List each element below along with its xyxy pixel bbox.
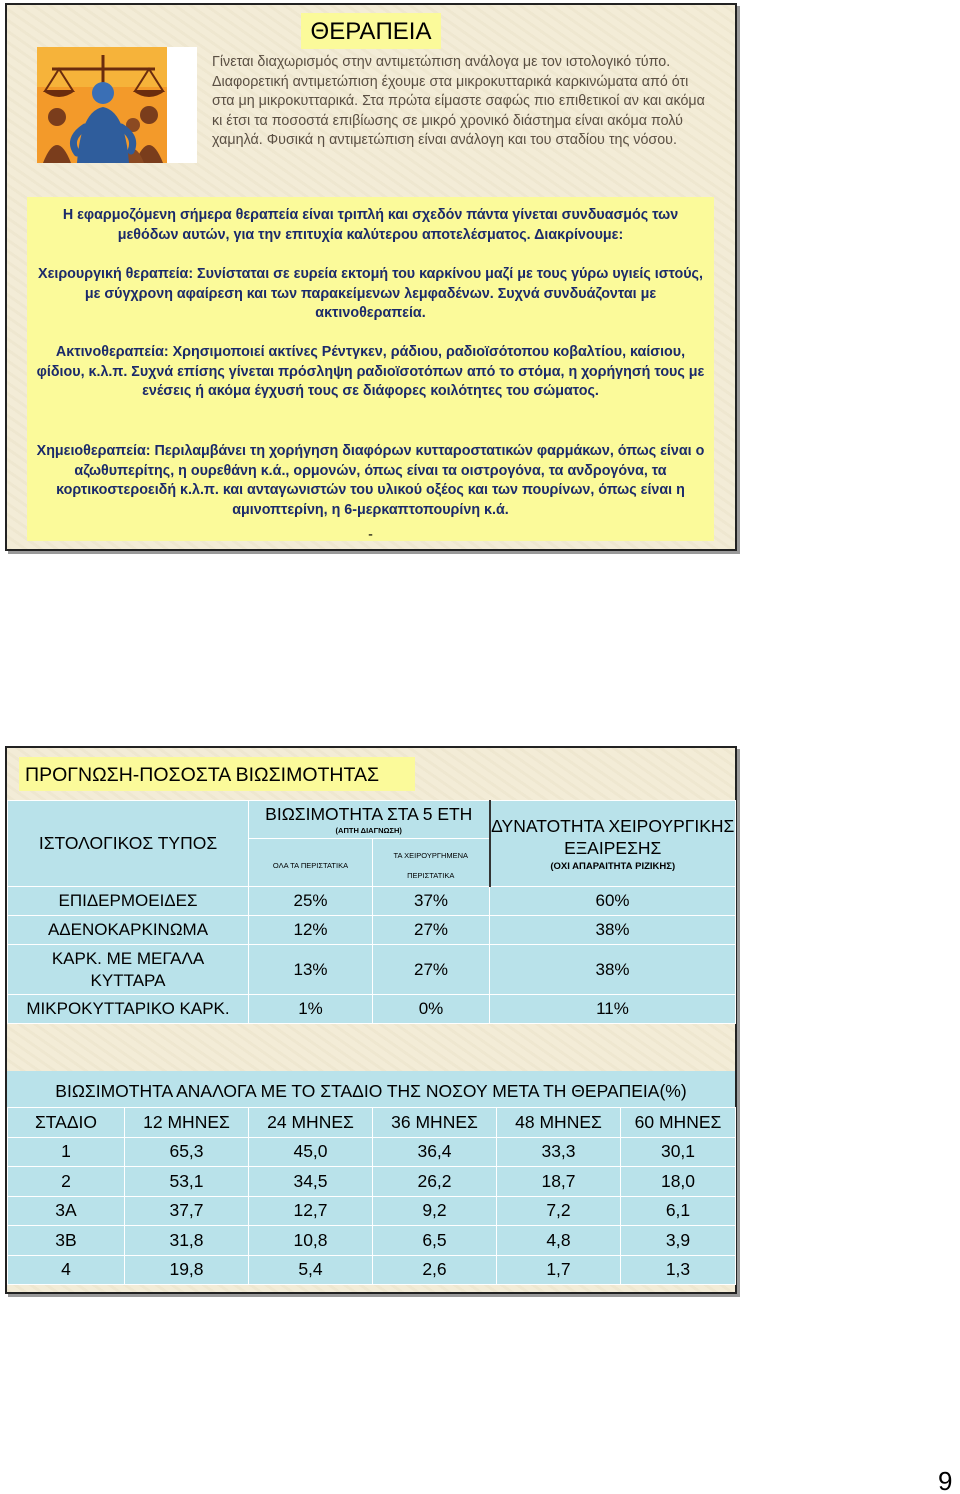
row-operated: 0%: [373, 995, 490, 1024]
row-operated: 37%: [373, 887, 490, 916]
cell: 9,2: [373, 1196, 497, 1226]
cell: 45,0: [249, 1137, 373, 1167]
table-row: [8, 1196, 736, 1226]
slide-prognosis: [5, 746, 737, 1294]
intro-paragraph: Γίνεται διαχωρισμός στην αντιμετώπιση ανάλογα με τον ιστολογικό τύπο. Διαφορετική αντιμετώπιση έχουμε στα μικροκυτταρικά καρκινώματα από ότι στα μη μικροκυτταρικά. Στα πρώτα είμαστε σαφώς πιο επιθετικοί αν και ακόμα κι έτσι τα ποσοστά επιβίωσης σε μικρό χρονικό διάστημα είναι ακόμα πολύ χαμηλά. Φυσικά η αντιμετώπιση είναι ανάλογη και του σταδίου της νόσου.: [212, 54, 705, 149]
row-type: ΕΠΙΔΕΡΜΟΕΙΔΕΣ: [8, 887, 249, 916]
header-stage: ΣΤΑΔΙΟ: [8, 1108, 125, 1138]
cell: 2: [8, 1167, 125, 1197]
stage-survival-caption-box: [7, 1071, 735, 1107]
cell: 5,4: [249, 1255, 373, 1285]
cell: 6,1: [621, 1196, 736, 1226]
row-type: ΑΔΕΝΟΚΑΡΚΙΝΩΜΑ: [8, 916, 249, 945]
cell: 37,7: [125, 1196, 249, 1226]
slide-therapy: [5, 3, 737, 551]
header-resectability: ΔΥΝΑΤΟΤΗΤΑ ΧΕΙΡΟΥΡΓΙΚΗΣ ΕΞΑΙΡΕΣΗΣ (ΟΧΙ ΑΠΑΡΑΙΤΗΤΑ ΡΙΖΙΚΗΣ): [490, 801, 736, 887]
row-all: 12%: [249, 916, 373, 945]
paragraph-surgery: Χειρουργική θεραπεία: Συνίσταται σε ευρεία εκτομή του καρκίνου μαζί με τους γύρω υγιείς ιστούς, με σύγχρονη αφαίρεση και των παρακείμενων λεμφαδένων. Συχνά συνδυάζονται με ακτινοθεραπεία.: [38, 266, 703, 322]
table-header-row: [8, 801, 736, 839]
row-resect: 60%: [490, 887, 736, 916]
table-row: [8, 916, 736, 945]
header-60-months: 60 ΜΗΝΕΣ: [621, 1108, 736, 1138]
cell: 19,8: [125, 1255, 249, 1285]
header-48-months: 48 ΜΗΝΕΣ: [497, 1108, 621, 1138]
cell: 10,8: [249, 1226, 373, 1256]
header-24-months: 24 ΜΗΝΕΣ: [249, 1108, 373, 1138]
cell: 6,5: [373, 1226, 497, 1256]
cell: 1: [8, 1137, 125, 1167]
row-resect: 38%: [490, 916, 736, 945]
header-36-months: 36 ΜΗΝΕΣ: [373, 1108, 497, 1138]
cell: 1,3: [621, 1255, 736, 1285]
table-row: [8, 1137, 736, 1167]
row-all: 25%: [249, 887, 373, 916]
row-all: 13%: [249, 945, 373, 995]
survival-by-histology-table: [7, 800, 736, 1024]
cell: 26,2: [373, 1167, 497, 1197]
cell: 3B: [8, 1226, 125, 1256]
page-number: 9: [938, 1466, 953, 1494]
cell: 12,7: [249, 1196, 373, 1226]
slide-title: ΠΡΟΓΝΩΣΗ-ΠΟΣΟΣΤΑ ΒΙΩΣΙΜΟΤΗΤΑΣ: [25, 764, 380, 786]
slide-title: ΘΕΡΑΠΕΙΑ: [310, 18, 432, 45]
table-row: [8, 1226, 736, 1256]
paragraph-chemotherapy: Χημειοθεραπεία: Περιλαμβάνει τη χορήγηση διαφόρων κυτταροστατικών φαρμάκων, όπως είναι ο αζωθυπερίτης, η ουρεθάνη κ.ά., ορμονών, όπως είναι τα οιστρογόνα, τα ανδρογόνα, τα κορτικοστεροειδή κ.λ.π. και ανταγωνιστών του υλικού οξέος και των πουρίνων, όπως είναι η αμινοπτερίνη, η 6-μερκαπτοπουρίνη κ.ά.: [36, 443, 705, 518]
table-row: [8, 1255, 736, 1285]
table-row: [8, 995, 736, 1024]
stage-survival-caption: ΒΙΩΣΙΜΟΤΗΤΑ ΑΝΑΛΟΓΑ ΜΕ ΤΟ ΣΤΑΔΙΟ ΤΗΣ ΝΟΣΟΥ ΜΕΤΑ ΤΗ ΘΕΡΑΠΕΙΑ(%): [55, 1081, 687, 1101]
header-12-months: 12 ΜΗΝΕΣ: [125, 1108, 249, 1138]
cell: 3,9: [621, 1226, 736, 1256]
subheader-all-cases: ΟΛΑ ΤΑ ΠΕΡΙΣΤΑΤΙΚΑ: [249, 839, 373, 887]
cell: 18,7: [497, 1167, 621, 1197]
row-type: ΜΙΚΡΟΚΥΤΤΑΡΙΚΟ ΚΑΡΚ.: [8, 995, 249, 1024]
cell: 2,6: [373, 1255, 497, 1285]
cell: 1,7: [497, 1255, 621, 1285]
paragraph-combined-therapy: Η εφαρμοζόμενη σήμερα θεραπεία είναι τριπλή και σχεδόν πάντα γίνεται συνδυασμός των μεθόδων αυτών, για την επιτυχία καλύτερου αποτελέσματος. Διακρίνουμε:: [62, 207, 679, 243]
cell: 4,8: [497, 1226, 621, 1256]
scales-of-justice-figure-icon: [37, 47, 197, 163]
header-histology-type: ΙΣΤΟΛΟΓΙΚΟΣ ΤΥΠΟΣ: [8, 801, 249, 887]
cell: 4: [8, 1255, 125, 1285]
paragraph-radiotherapy: Ακτινοθεραπεία: Χρησιμοποιεί ακτίνες Ρέντγκεν, ράδιου, ραδιοϊσότοπου κοβαλτίου, καίσιου, φίδιου, κ.λ.π. Συχνά επίσης γίνεται πρόσληψη ραδιοϊσοτόπων από το στόμα, η χορήγησή τους με ενέσεις ή ακόμα έγχυσή τους σε διάφορες κοιλότητες του σώματος.: [36, 344, 705, 400]
row-operated: 27%: [373, 945, 490, 995]
cell: 36,4: [373, 1137, 497, 1167]
trailing-dash: -: [368, 527, 373, 543]
row-operated: 27%: [373, 916, 490, 945]
cell: 53,1: [125, 1167, 249, 1197]
cell: 33,3: [497, 1137, 621, 1167]
therapy-details-box: [27, 197, 714, 541]
cell: 30,1: [621, 1137, 736, 1167]
row-resect: 11%: [490, 995, 736, 1024]
subheader-operated-cases: ΤΑ ΧΕΙΡΟΥΡΓΗΜΕΝΑ ΠΕΡΙΣΤΑΤΙΚΑ: [373, 839, 490, 887]
slide-title-box: [19, 757, 415, 791]
cell: 65,3: [125, 1137, 249, 1167]
row-all: 1%: [249, 995, 373, 1024]
cell: 3A: [8, 1196, 125, 1226]
row-resect: 38%: [490, 945, 736, 995]
row-type: ΚΑΡΚ. ΜΕ ΜΕΓΑΛΑ ΚΥΤΤΑΡΑ: [8, 945, 249, 995]
table-header-row: [8, 1108, 736, 1138]
table-row: [8, 945, 736, 995]
cell: 18,0: [621, 1167, 736, 1197]
cell: 7,2: [497, 1196, 621, 1226]
cell: 31,8: [125, 1226, 249, 1256]
slide-title-box: [301, 13, 441, 49]
header-survival-5y: ΒΙΩΣΙΜΟΤΗΤΑ ΣΤΑ 5 ΕΤΗ (ΑΠΤΗ ΔΙΑΓΝΩΣΗ): [249, 801, 490, 839]
survival-by-stage-table: [7, 1107, 736, 1285]
table-row: [8, 1167, 736, 1197]
table-row: [8, 887, 736, 916]
cell: 34,5: [249, 1167, 373, 1197]
